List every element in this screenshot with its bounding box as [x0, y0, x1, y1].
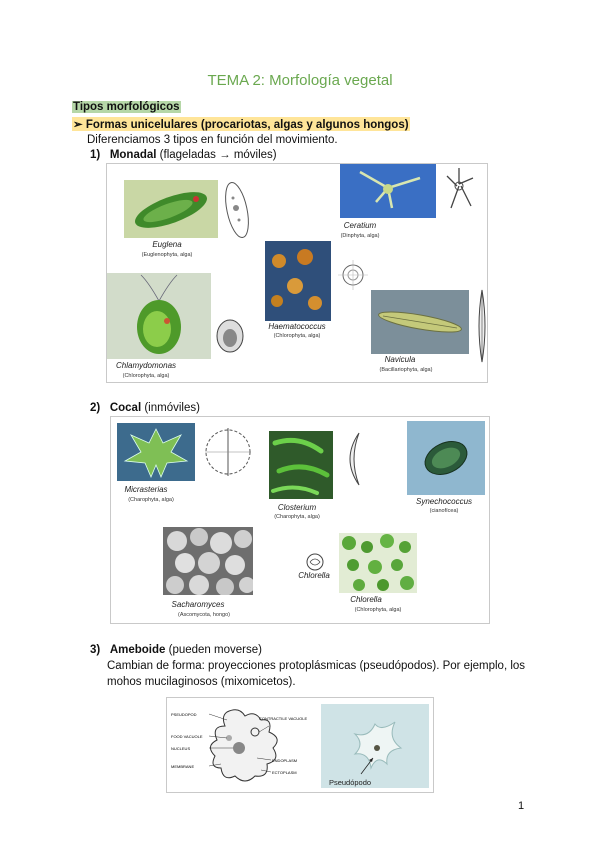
- euglena-drawing: [223, 178, 251, 242]
- label-contractile-vacuole: CONTRACTILE VACUOLE: [259, 716, 308, 721]
- ceratium-name: Ceratium: [343, 221, 377, 230]
- chlorella-name: Chlorella: [350, 595, 382, 604]
- sacharomyces-name: Sacharomyces: [171, 600, 225, 609]
- section-heading: Tipos morfológicos: [73, 101, 180, 113]
- label-nucleus: NUCLEUS: [171, 746, 191, 751]
- ameboid-text-line-1: Cambian de forma: proyecciones protoplásmicas (pseudópodos). Por ejemplo, los: [107, 660, 526, 672]
- label-membrane: MEMBRANE: [171, 764, 195, 769]
- closterium-name: Closterium: [277, 503, 317, 512]
- label-food-vacuole: FOOD VACUOLE: [171, 734, 203, 739]
- ceratium-group: (Dinphyta, alga): [340, 233, 380, 239]
- chlamydomonas-photo: [107, 273, 211, 359]
- navicula-name: Navicula: [384, 355, 416, 364]
- euglena-photo: [124, 180, 218, 238]
- synechococcus-name: Synechococcus: [415, 497, 473, 506]
- subsection-heading: ➢ Formas unicelulares (procariotas, algas y algunos hongos): [73, 119, 409, 131]
- slime-mold-photo: [321, 704, 429, 788]
- synechococcus-group: (cianofícea): [429, 508, 459, 514]
- synechococcus-cell-icon: [407, 421, 485, 495]
- chlorella-group: (Chlorophyta, alga): [354, 607, 402, 613]
- amoeba-diagram: [169, 702, 319, 790]
- type-monadal: [90, 148, 277, 162]
- ameboid-text-line-2: mohos mucilaginosos (mixomicetos).: [107, 676, 296, 688]
- micrasterias-photo: [117, 423, 195, 481]
- label-endoplasm: ENDOPLASM: [272, 758, 298, 763]
- type-number: 1): [90, 149, 101, 161]
- chlamydomonas-cell-icon: [107, 273, 211, 359]
- figure-monadal: [106, 163, 488, 383]
- closterium-photo: [269, 431, 333, 499]
- page-number: 1: [518, 800, 525, 812]
- chlorella-drawing-label: Chlorella: [298, 571, 330, 580]
- navicula-photo: [371, 290, 469, 354]
- figure-cocal: [110, 416, 490, 624]
- nucleus-icon: [233, 742, 245, 754]
- euglena-name: Euglena: [152, 240, 182, 249]
- type-number: 2): [90, 402, 101, 414]
- type-desc: (inmóviles): [141, 402, 200, 414]
- haematococcus-photo: [265, 241, 331, 321]
- synechococcus-photo: [407, 421, 485, 495]
- pseudopodo-label: Pseudópodo: [328, 778, 372, 787]
- type-ameboide: [90, 643, 262, 657]
- navicula-drawing: [475, 288, 488, 364]
- euglena-cell-icon: [124, 180, 218, 238]
- type-desc: (flageladas → móviles): [156, 149, 277, 161]
- ceratium-drawing: [441, 166, 477, 212]
- micrasterias-cell-icon: [117, 423, 195, 481]
- micrasterias-drawing: [199, 423, 257, 481]
- type-name: Cocal: [109, 402, 142, 414]
- sacharomyces-cells-icon: [163, 527, 253, 595]
- intro-text: Diferenciamos 3 tipos en función del movimiento.: [87, 134, 338, 146]
- type-name: Monadal: [109, 149, 157, 161]
- chlamydomonas-name: Chlamydomonas: [115, 361, 177, 370]
- sacharomyces-photo: [163, 527, 253, 595]
- type-name: Ameboide: [109, 644, 166, 656]
- closterium-cells-icon: [269, 431, 333, 499]
- label-pseudopod: PSEUDOPOD: [171, 712, 197, 717]
- haematococcus-group: (Chlorophyta, alga): [273, 333, 321, 339]
- type-desc: (pueden moverse): [165, 644, 262, 656]
- micrasterias-name: Micrasterias: [124, 485, 168, 494]
- chlorella-photo: [339, 533, 417, 593]
- chlamydomonas-group: (Chlorophyta, alga): [122, 373, 170, 379]
- chlorella-cells-icon: [339, 533, 417, 593]
- navicula-cell-icon: [371, 290, 469, 354]
- ceratium-cell-icon: [340, 164, 436, 218]
- haematococcus-drawing: [336, 258, 370, 292]
- label-ectoplasm: ECTOPLASM: [272, 770, 297, 775]
- haematococcus-name: Haematococcus: [268, 322, 326, 331]
- closterium-drawing: [339, 431, 365, 487]
- chlorella-drawing: [299, 551, 331, 573]
- type-number: 3): [90, 644, 101, 656]
- micrasterias-group: (Charophyta, alga): [128, 497, 174, 503]
- sacharomyces-group: (Ascomycota, hongo): [178, 612, 230, 618]
- figure-ameboid: [166, 697, 434, 793]
- closterium-group: (Charophyta, alga): [274, 514, 320, 520]
- slime-mold-cell-icon: [321, 704, 429, 788]
- type-cocal: [90, 401, 200, 415]
- euglena-group: (Euglenophyta, alga): [141, 252, 193, 258]
- chlamydomonas-drawing: [213, 316, 247, 356]
- ceratium-photo: [340, 164, 436, 218]
- navicula-group: (Bacillariophyta, alga): [379, 367, 433, 373]
- page-title: TEMA 2: Morfología vegetal: [207, 72, 393, 89]
- haematococcus-cells-icon: [265, 241, 331, 321]
